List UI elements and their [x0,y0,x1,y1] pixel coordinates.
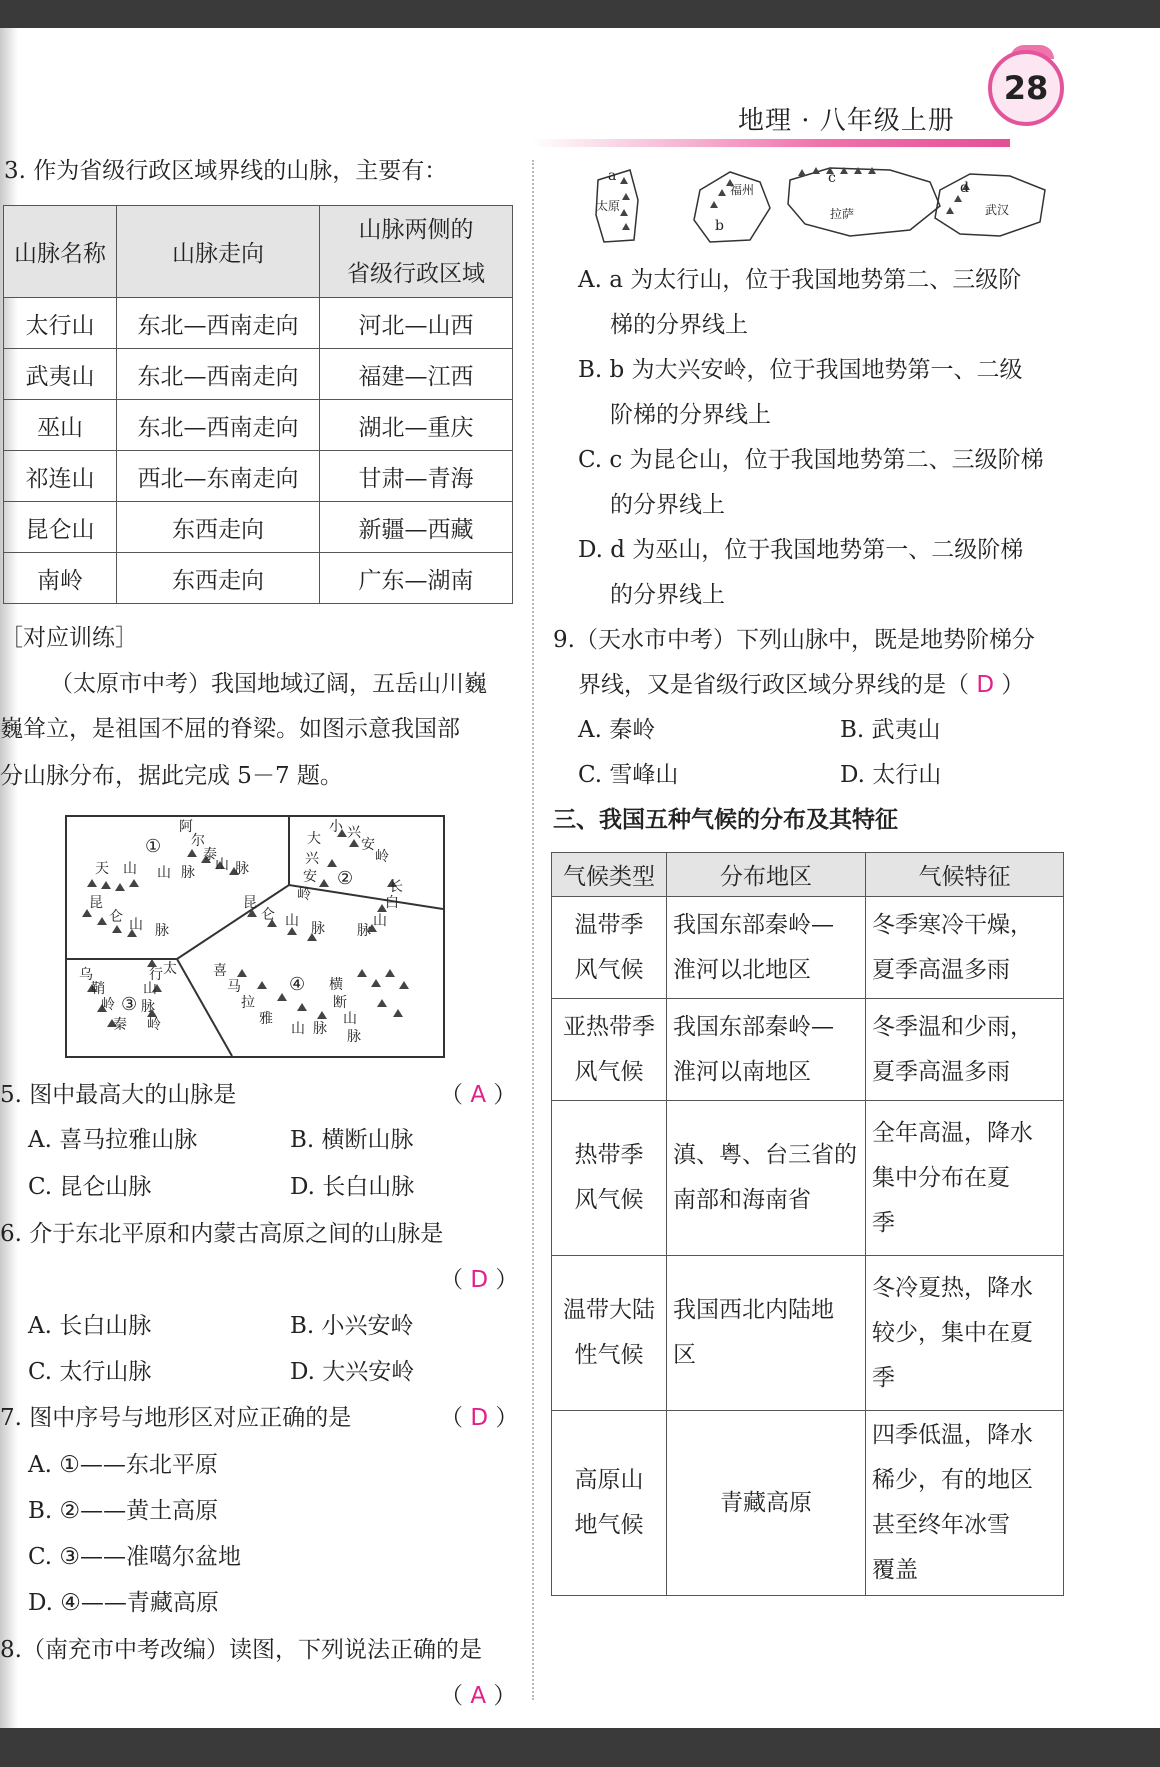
table-cell: 东西走向 [117,553,320,604]
q8-option-a-line2: 梯的分界线上 [610,312,748,338]
map-label: 雅 [259,1011,273,1027]
table-cell: 青藏高原 [667,1411,866,1596]
map-label: 山 [157,865,171,881]
map-label: d [960,180,969,196]
table-cell: 太行山 [4,298,117,349]
col-header-direction: 山脉走向 [117,206,320,298]
mountain-table [3,205,513,604]
q9-option-b: B. 武夷山 [840,717,941,743]
header-bar [530,139,1010,147]
map-label: 阿 [179,819,193,835]
table-row [4,349,513,400]
map-label: 山 [291,1021,305,1037]
q6-option-c: C. 太行山脉 [28,1359,152,1385]
q8-option-b-line2: 阶梯的分界线上 [610,402,771,428]
map-label: 白 [385,895,399,911]
map-label: a [608,168,617,184]
q5-stem: 5. 图中最高大的山脉是 [0,1082,237,1108]
map-label: 横 [329,977,343,993]
page-number-badge: 28 [988,50,1064,126]
map-label: 长 [389,879,403,895]
practice-intro-1: （太原市中考）我国地域辽阔，五岳山川巍 [50,671,487,697]
table-cell: 西北—东南走向 [117,451,320,502]
table-cell: 高原山 地气候 [552,1411,667,1596]
map-label: 岭 [297,887,311,903]
table-row [552,1411,1064,1596]
practice-intro-2: 巍耸立，是祖国不屈的脊梁。如图示意我国部 [0,716,460,742]
table-cell: 全年高温，降水 集中分布在夏 季 [866,1101,1064,1256]
province-outlines [590,160,1050,250]
map-label: 山 [123,861,137,877]
q8-answer-paren: （ A ） [440,1683,517,1709]
map-label: 马 [227,979,241,995]
map-label: 拉萨 [830,207,855,221]
table-cell: 冬季温和少雨， 夏季高温多雨 [866,999,1064,1101]
q7-option-d: D. ④——青藏高原 [28,1590,219,1616]
map-label: 大 [307,831,321,847]
practice-heading: ［对应训练］ [0,625,138,651]
q8-option-a-line1: A. a 为太行山，位于我国地势第二、三级阶 [578,267,1022,293]
map-label: 拉 [241,995,255,1011]
table-cell: 广东—湖南 [320,553,513,604]
q6-option-d: D. 大兴安岭 [290,1359,415,1385]
map-label: 泰 [203,847,217,863]
column-divider [532,160,534,1700]
table-cell: 新疆—西藏 [320,502,513,553]
table-row [4,298,513,349]
map-label: 安 [361,837,375,853]
q9-stem-line2: 界线，又是省级行政区域分界线的是（ D ） [578,672,1025,698]
map-label: 山 [343,1011,357,1027]
map-label: 昆 [89,895,103,911]
q6-option-b: B. 小兴安岭 [290,1313,414,1339]
q8-option-d-line1: D. d 为巫山，位于我国地势第一、二级阶梯 [578,537,1024,563]
table-row [4,400,513,451]
q5-option-a: A. 喜马拉雅山脉 [28,1127,198,1153]
map-label: 鞘 [91,981,105,997]
q8-option-d-line2: 的分界线上 [610,582,725,608]
mountain-map [65,815,445,1058]
map-label: 安 [303,869,317,885]
map-label: 仑 [261,907,275,923]
table-cell: 湖北—重庆 [320,400,513,451]
q7-option-b: B. ②——黄土高原 [28,1498,219,1524]
q9-stem-line1: 9.（天水市中考）下列山脉中，既是地势阶梯分 [553,627,1035,653]
map-label: 岭 [101,997,115,1013]
table-cell: 热带季 风气候 [552,1101,667,1256]
practice-intro-3: 分山脉分布，据此完成 5－7 题。 [0,763,343,789]
q8-option-c-line1: C. c 为昆仑山，位于我国地势第二、三级阶梯 [578,447,1044,473]
col-header-region: 分布地区 [667,853,866,897]
table-cell: 冬季寒冷干燥， 夏季高温多雨 [866,897,1064,999]
table-row [552,1101,1064,1256]
map-label: 岭 [147,1017,161,1033]
col-header-feature: 气候特征 [866,853,1064,897]
table-row [552,1256,1064,1411]
q5-option-d: D. 长白山脉 [290,1174,415,1200]
q7-answer-paren: （ D ） [440,1405,519,1431]
table-cell: 东西走向 [117,502,320,553]
table-cell: 亚热带季 风气候 [552,999,667,1101]
map-label: 脉 [155,923,169,939]
map-label: 尔 [191,833,205,849]
map-label: 太原 [596,199,621,213]
q6-stem: 6. 介于东北平原和内蒙古高原之间的山脉是 [0,1221,444,1247]
table-cell: 祁连山 [4,451,117,502]
map-label: 脉 [141,999,155,1015]
table-cell: 河北—山西 [320,298,513,349]
q8-option-c-line2: 的分界线上 [610,492,725,518]
map-label: 山 [143,981,157,997]
q8-stem: 8.（南充市中考改编）读图，下列说法正确的是 [0,1637,482,1663]
q7-stem: 7. 图中序号与地形区对应正确的是 [0,1405,352,1431]
map-label: 山 [129,917,143,933]
q8-option-b-line1: B. b 为大兴安岭，位于我国地势第一、二级 [578,357,1023,383]
map-label: 行 [149,967,163,983]
q5-option-c: C. 昆仑山脉 [28,1174,152,1200]
table-cell: 东北—西南走向 [117,298,320,349]
q9-option-d: D. 太行山 [840,762,942,788]
map-label: 山 [373,913,387,929]
header-title: 地理 · 八年级上册 [738,106,955,136]
map-label: 福州 [730,183,755,197]
climate-table [551,852,1064,1596]
map-label: 天 [95,861,109,877]
map-label: ③ [121,994,138,1015]
map-label: 武汉 [985,203,1010,217]
map-label: ① [145,836,162,857]
table-cell: 东北—西南走向 [117,400,320,451]
map-label: 山 [285,913,299,929]
table-row [4,553,513,604]
table-cell: 甘肃—青海 [320,451,513,502]
q7-option-c: C. ③——准噶尔盆地 [28,1544,242,1570]
q6-option-a: A. 长白山脉 [28,1313,152,1339]
table-cell: 我国西北内陆地 区 [667,1256,866,1411]
map-label: 小 [329,819,343,835]
table-cell: 温带季 风气候 [552,897,667,999]
map-label: 脉 [235,861,249,877]
col-header-name: 山脉名称 [4,206,117,298]
table-cell: 我国东部秦岭— 淮河以北地区 [667,897,866,999]
table-cell: 福建—江西 [320,349,513,400]
q6-answer-paren: （ D ） [440,1267,519,1293]
map-label: 脉 [181,865,195,881]
q5-answer-paren: （ A ） [440,1082,517,1108]
table-row [4,451,513,502]
q5-option-b: B. 横断山脉 [290,1127,414,1153]
table-cell: 武夷山 [4,349,117,400]
table-cell: 巫山 [4,400,117,451]
table-cell: 昆仑山 [4,502,117,553]
table-cell: 四季低温，降水 稀少，有的地区 甚至终年冰雪 覆盖 [866,1411,1064,1596]
map-label: 山 [215,857,229,873]
map-label: 兴 [305,851,319,867]
map-label: 脉 [313,1021,327,1037]
map-label: 兴 [347,825,361,841]
map-label: 秦 [113,1017,127,1033]
table-cell: 南岭 [4,553,117,604]
map-label: 乌 [79,967,93,983]
table-row [552,999,1064,1101]
q8-province-maps [590,160,1050,250]
map-label: 喜 [213,963,227,979]
table-cell: 冬冷夏热，降水 较少，集中在夏 季 [866,1256,1064,1411]
q7-option-a: A. ①——东北平原 [28,1452,218,1478]
table-cell: 我国东部秦岭— 淮河以南地区 [667,999,866,1101]
map-label: 脉 [311,921,325,937]
map-label: 太 [163,961,177,977]
map-label: ④ [289,974,306,995]
table-row [4,502,513,553]
map-label: 岭 [375,849,389,865]
q9-option-c: C. 雪峰山 [578,762,679,788]
table-cell: 滇、粤、台三省的 南部和海南省 [667,1101,866,1256]
col-header-provinces: 山脉两侧的 省级行政区域 [320,206,513,298]
table-row [552,897,1064,999]
table-cell: 温带大陆 性气候 [552,1256,667,1411]
map-label: ② [337,868,354,889]
map-label: 脉 [347,1029,361,1045]
col-header-type: 气候类型 [552,853,667,897]
map-label: b [715,218,724,234]
q9-option-a: A. 秦岭 [578,717,656,743]
map-label: 仑 [109,909,123,925]
table-cell: 东北—西南走向 [117,349,320,400]
map-label: 脉 [357,923,371,939]
map-label: 断 [333,995,347,1011]
map-label: 昆 [243,895,257,911]
q3-title: 3. 作为省级行政区域界线的山脉，主要有： [4,158,448,184]
climate-heading: 三、我国五种气候的分布及其特征 [553,806,898,833]
map-label: c [828,170,836,186]
